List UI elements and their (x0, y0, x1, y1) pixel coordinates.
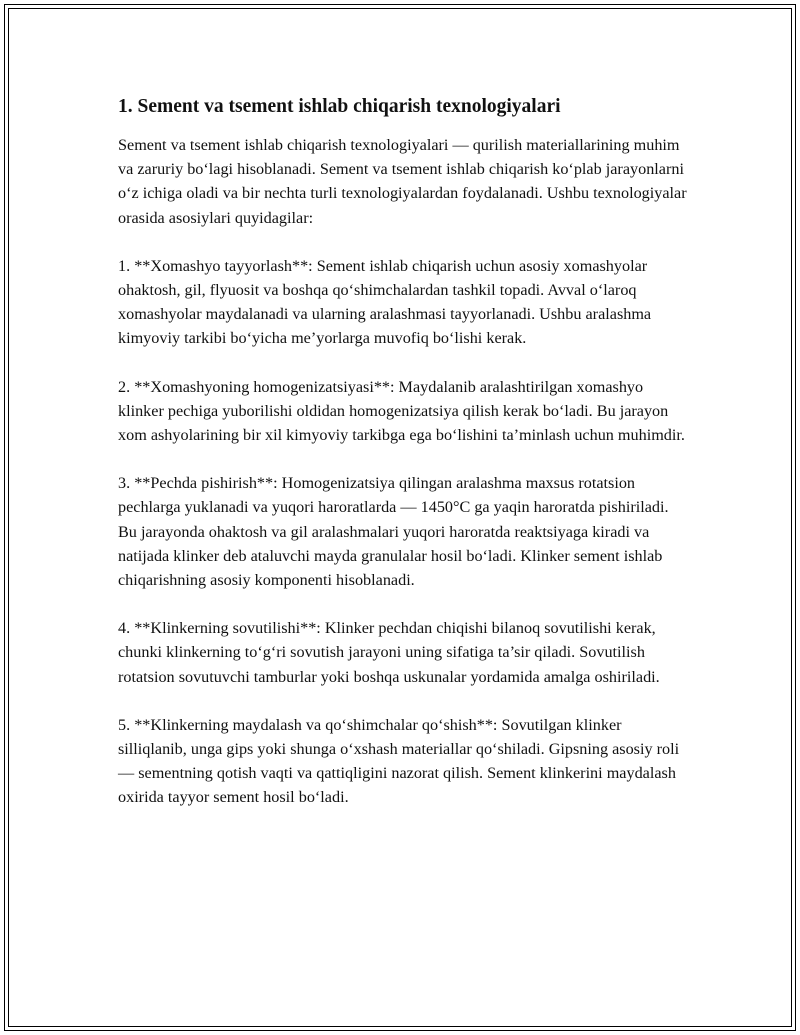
document-body (118, 95, 688, 834)
step-2-paragraph: 2. **Xomashyoning homogenizatsiyasi**: Maydalanib aralashtirilgan xomashyo klinker pechiga yuborilishi oldidan homogenizatsiya qilish kerak bo‘ladi. Bu jarayon xom ashyolarining bir xil kimyoviy tarkibga ega bo‘lishini ta’minlash uchun muhimdir. (118, 377, 685, 445)
step-5-paragraph: 5. **Klinkerning maydalash va qo‘shimchalar qo‘shish**: Sovutilgan klinker silliqlanib, unga gips yoki shunga o‘xshash materiallar qo‘shiladi. Gipsning asosiy roli — sementning qotish vaqti va qattiqligini nazorat qilish. Sement klinkerini maydalash oxirida tayyor sement hosil bo‘ladi. (118, 715, 680, 807)
step-4-paragraph: 4. **Klinkerning sovutilishi**: Klinker pechdan chiqishi bilanoq sovutilishi kerak, chunki klinkerning to‘g‘ri sovutish jarayoni uning sifatiga ta’sir qiladi. Sovutilish rotatsion sovutuvchi tamburlar yoki boshqa uskunalar yordamida amalga oshiriladi. (118, 619, 660, 686)
step-1-paragraph: 1. **Xomashyo tayyorlash**: Sement ishlab chiqarish uchun asosiy xomashyolar ohaktosh, gil, flyuosit va boshqa qo‘shimchalardan tashkil topadi. Avval o‘laroq xomashyolar maydalanadi va ularning aralashmasi tayyorlanadi. Ushbu aralashma kimyoviy tarkibi bo‘yicha me’yorlarga muvofiq bo‘lishi kerak. (118, 256, 652, 348)
intro-paragraph: Sement va tsement ishlab chiqarish texnologiyalari — qurilish materiallarining muhim va zaruriy bo‘lagi hisoblanadi. Sement va tsement ishlab chiqarish ko‘plab jarayonlarni o‘z ichiga oladi va bir nechta turli texnologiyalardan foydalanadi. Ushbu texnologiyalar orasida asosiylari quyidagilar: (118, 136, 687, 227)
step-3-paragraph: 3. **Pechda pishirish**: Homogenizatsiya qilingan aralashma maxsus rotatsion pechlarga yuklanadi va yuqori haroratlarda — 1450°C ga yaqin haroratda pishiriladi. Bu jarayonda ohaktosh va gil aralashmalari yuqori haroratda reaktsiyaga kiradi va natijada klinker deb ataluvchi mayda granulalar hosil bo‘ladi. Klinker sement ishlab chiqarishning asosiy komponenti hisoblanadi. (118, 474, 669, 590)
section-heading: 1. Sement va tsement ishlab chiqarish texnologiyalari (118, 96, 561, 117)
